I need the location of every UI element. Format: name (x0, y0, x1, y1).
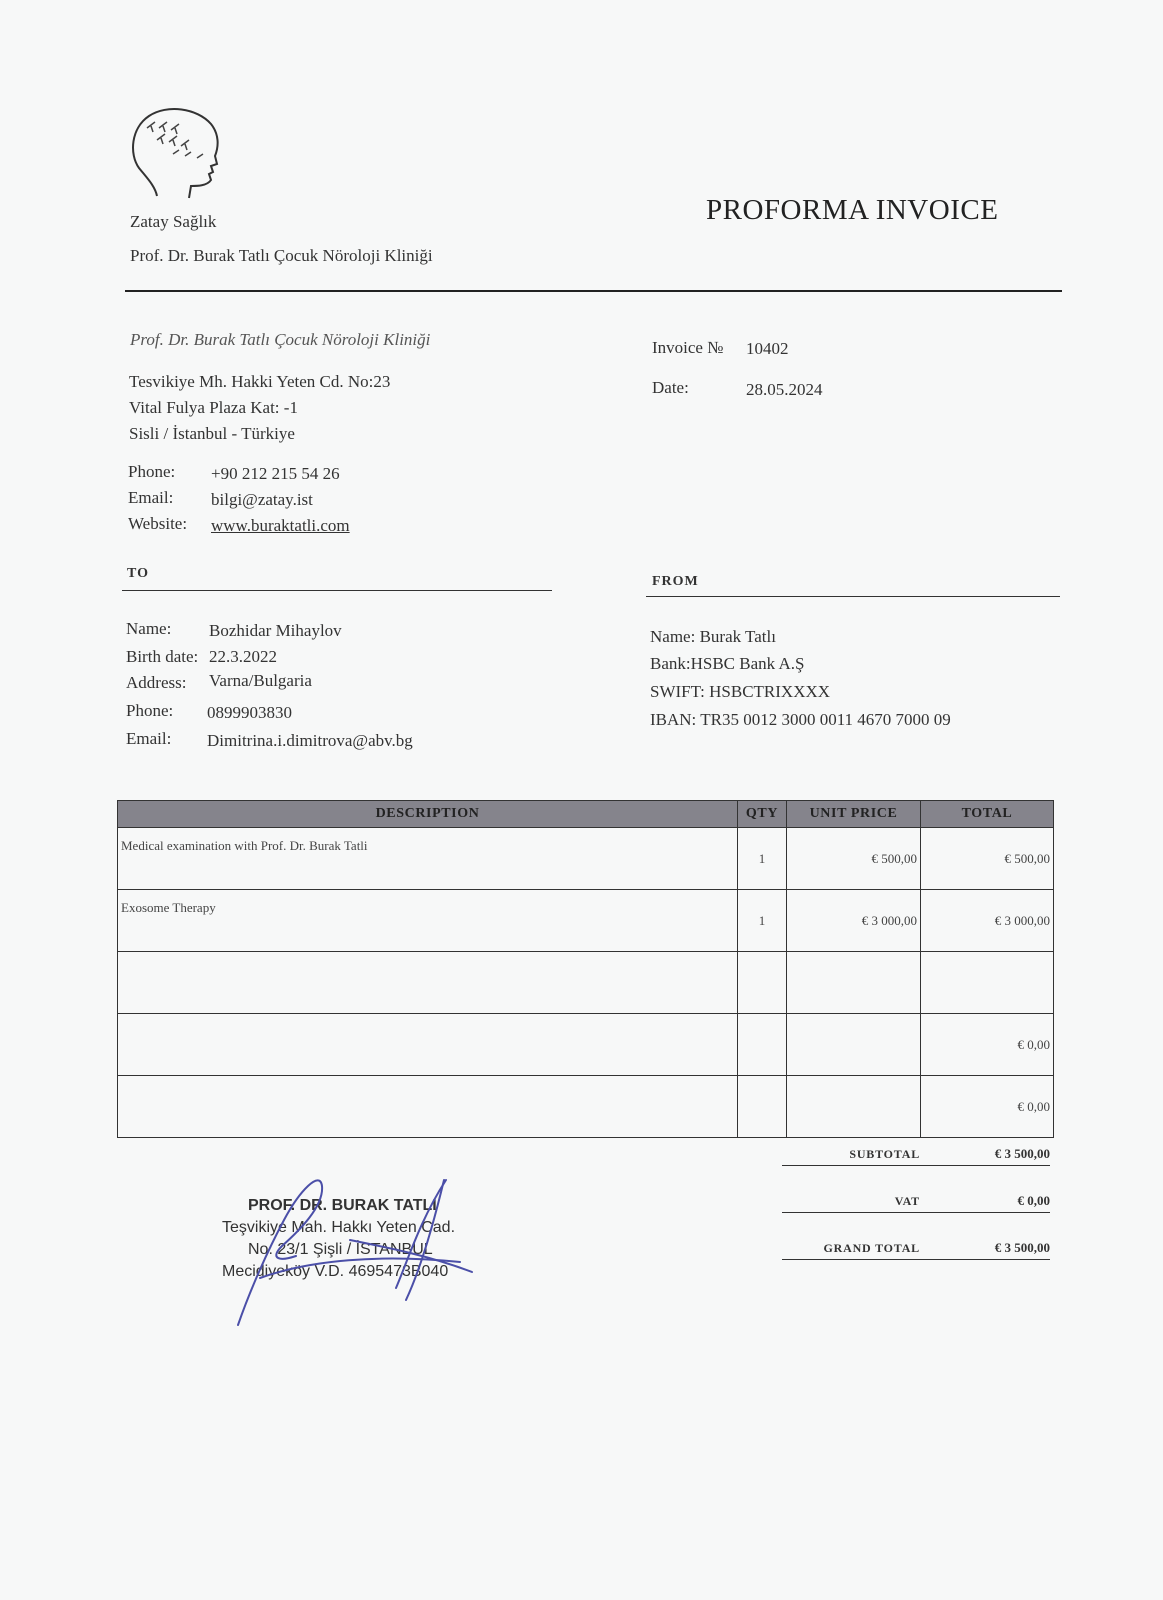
to-email[interactable]: Dimitrina.i.dimitrova@abv.bg (207, 731, 413, 750)
address-line: Sisli / İstanbul - Türkiye (129, 424, 295, 443)
items-table (117, 800, 1054, 1138)
stamp-line: PROF. DR. BURAK TATLI (248, 1197, 437, 1214)
to-divider (122, 590, 552, 591)
grand-total-value: € 3 500,00 (994, 1240, 1050, 1255)
to-birth-label: Birth date: (126, 647, 199, 666)
row-unit-price (787, 1076, 921, 1138)
row-qty (738, 1014, 787, 1076)
to-name-label: Name: (126, 619, 172, 638)
row-qty: 1 (738, 890, 787, 952)
to-heading: TO (127, 566, 149, 581)
from-swift: SWIFT: HSBCTRIXXXX (650, 682, 831, 701)
vat-label: VAT (894, 1194, 920, 1208)
grand-total-rule (782, 1259, 1050, 1260)
row-unit-price (787, 952, 921, 1014)
row-description (118, 952, 738, 1014)
row-description: Exosome Therapy (118, 890, 738, 952)
from-name: Name: Burak Tatlı (650, 627, 776, 646)
page-title: PROFORMA INVOICE (706, 194, 999, 226)
clinic-name-header: Prof. Dr. Burak Tatlı Çocuk Nöroloji Kliniği (130, 246, 433, 265)
table-row (118, 952, 1054, 1014)
row-total: € 0,00 (921, 1014, 1054, 1076)
to-phone-label: Phone: (126, 701, 174, 720)
subtotal-rule (782, 1165, 1050, 1166)
row-description: Medical examination with Prof. Dr. Burak Tatli (118, 828, 738, 890)
row-unit-price (787, 1014, 921, 1076)
invoice-number: 10402 (746, 339, 789, 358)
vat-rule (782, 1212, 1050, 1213)
table-row (118, 1076, 1054, 1138)
row-unit-price: € 500,00 (787, 828, 921, 890)
row-description (118, 1014, 738, 1076)
col-description-header: DESCRIPTION (118, 801, 738, 828)
row-qty: 1 (738, 828, 787, 890)
row-total: € 3 000,00 (921, 890, 1054, 952)
subtotal-label: SUBTOTAL (849, 1147, 920, 1161)
subtotal-value: € 3 500,00 (994, 1146, 1050, 1161)
invoice-number-label: Invoice № (652, 338, 724, 357)
stamp-line: Teşvikiye Mah. Hakkı Yeten Cad. (222, 1219, 456, 1236)
row-total: € 500,00 (921, 828, 1054, 890)
table-row (118, 1014, 1054, 1076)
table-row (118, 890, 1054, 952)
stamp-line: Mecidiyeköy V.D. 4695473B040 (222, 1263, 449, 1280)
address-line: Vital Fulya Plaza Kat: -1 (129, 398, 298, 417)
clinic-email[interactable]: bilgi@zatay.ist (211, 490, 313, 509)
to-address: Varna/Bulgaria (209, 671, 312, 690)
header-divider (125, 290, 1062, 292)
website-label: Website: (128, 514, 188, 533)
address-line: Tesvikiye Mh. Hakki Yeten Cd. No:23 (129, 372, 391, 391)
row-qty (738, 1076, 787, 1138)
row-total: € 0,00 (921, 1076, 1054, 1138)
grand-total-label: GRAND TOTAL (823, 1241, 920, 1255)
row-unit-price: € 3 000,00 (787, 890, 921, 952)
col-total-header: TOTAL (921, 801, 1054, 828)
col-qty-header: QTY (738, 801, 787, 828)
row-qty (738, 952, 787, 1014)
from-divider (646, 596, 1060, 597)
to-birth-date: 22.3.2022 (209, 647, 277, 666)
to-name: Bozhidar Mihaylov (209, 621, 342, 640)
brand-name: Zatay Sağlık (130, 212, 217, 231)
from-heading: FROM (652, 574, 699, 589)
email-label: Email: (128, 488, 174, 507)
clinic-website-link[interactable]: www.buraktatli.com (211, 516, 350, 535)
table-header-row (118, 801, 1054, 828)
row-total (921, 952, 1054, 1014)
col-unit-price-header: UNIT PRICE (787, 801, 921, 828)
to-address-label: Address: (126, 673, 187, 692)
clinic-logo-icon (127, 106, 227, 206)
row-description (118, 1076, 738, 1138)
invoice-date-label: Date: (652, 378, 689, 397)
table-row (118, 828, 1054, 890)
invoice-date: 28.05.2024 (746, 380, 823, 399)
from-iban: IBAN: TR35 0012 3000 0011 4670 7000 09 (650, 710, 951, 729)
signature-icon (220, 1150, 520, 1330)
clinic-phone: +90 212 215 54 26 (211, 464, 340, 483)
phone-label: Phone: (128, 462, 176, 481)
clinic-name: Prof. Dr. Burak Tatlı Çocuk Nöroloji Kliniği (130, 330, 431, 349)
vat-value: € 0,00 (1017, 1193, 1050, 1208)
from-bank: Bank:HSBC Bank A.Ş (650, 654, 805, 673)
to-email-label: Email: (126, 729, 172, 748)
to-phone: 0899903830 (207, 703, 292, 722)
stamp-line: No: 23/1 Şişli / İSTANBUL (248, 1241, 433, 1258)
